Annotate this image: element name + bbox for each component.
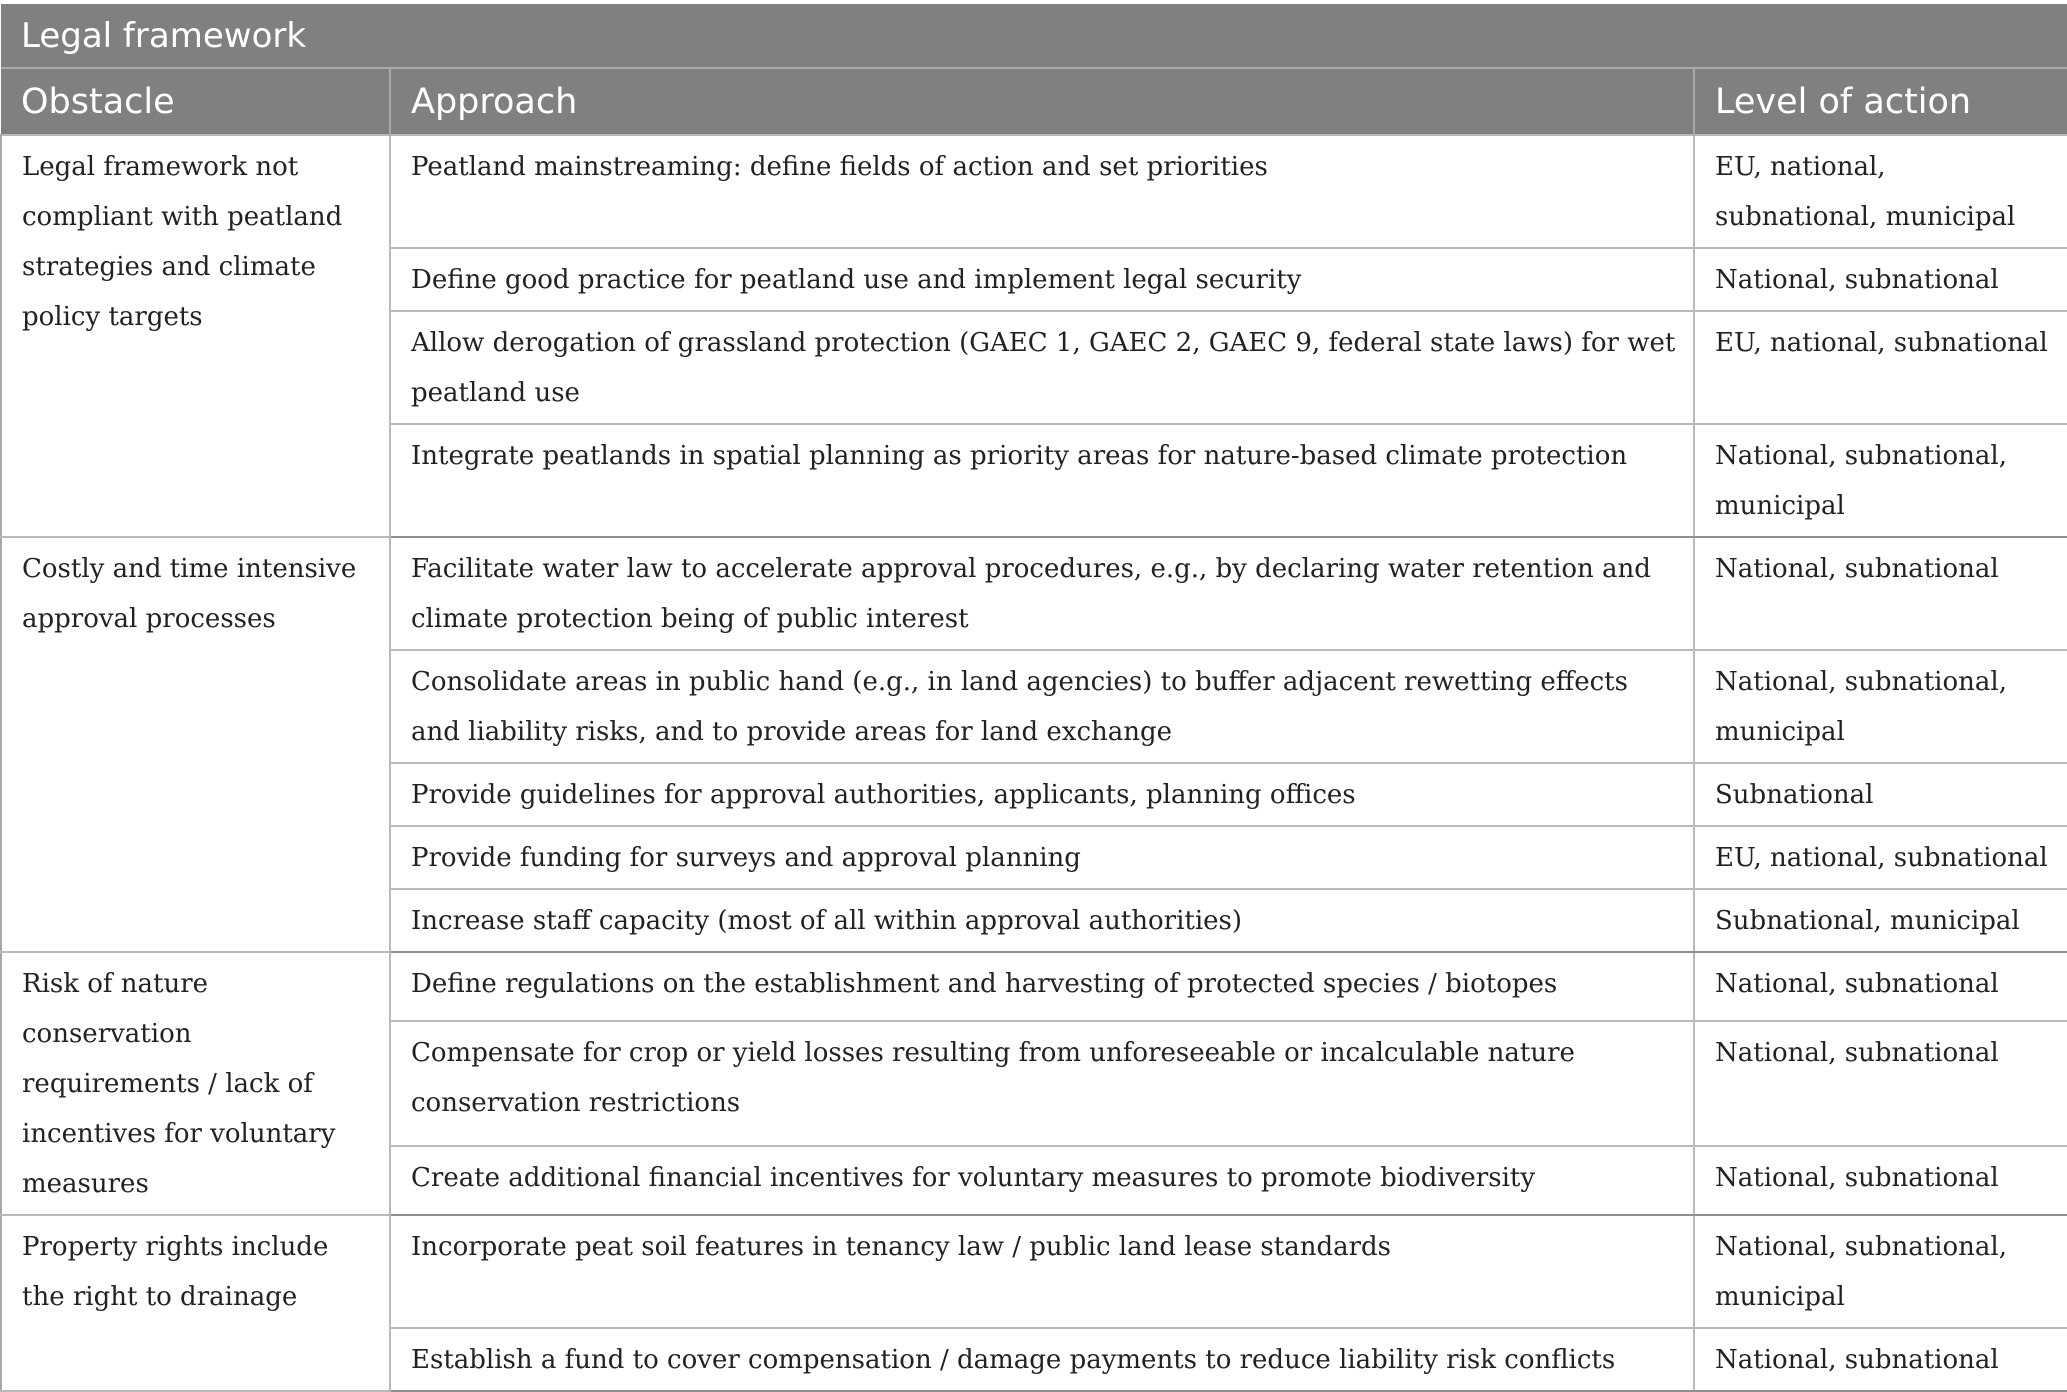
approach-cell: Define good practice for peatland use and implement legal security	[390, 248, 1694, 311]
level-cell: Subnational	[1694, 763, 2067, 826]
level-cell: National, subnational, municipal	[1694, 1215, 2067, 1328]
level-cell: EU, national, subnational	[1694, 311, 2067, 424]
approach-cell: Integrate peatlands in spatial planning as priority areas for nature-based climate protection	[390, 424, 1694, 537]
level-cell: National, subnational	[1694, 1146, 2067, 1215]
legal-framework-table	[0, 4, 2067, 1392]
obstacle-cell: Risk of nature conservation requirements / lack of incentives for voluntary measures	[1, 952, 390, 1215]
level-cell: EU, national, subnational, municipal	[1694, 135, 2067, 248]
table-row	[1, 952, 2067, 1021]
level-cell: National, subnational, municipal	[1694, 424, 2067, 537]
table-title: Legal framework	[1, 4, 2067, 68]
approach-cell: Consolidate areas in public hand (e.g., in land agencies) to buffer adjacent rewetting effects and liability risks, and to provide areas for land exchange	[390, 650, 1694, 763]
obstacle-cell: Property rights include the right to drainage	[1, 1215, 390, 1391]
column-header-approach: Approach	[390, 68, 1694, 135]
level-cell: National, subnational	[1694, 248, 2067, 311]
column-header-obstacle: Obstacle	[1, 68, 390, 135]
approach-cell: Create additional financial incentives for voluntary measures to promote biodiversity	[390, 1146, 1694, 1215]
level-cell: National, subnational	[1694, 537, 2067, 650]
obstacle-cell: Legal framework not compliant with peatland strategies and climate policy targets	[1, 135, 390, 537]
level-cell: National, subnational	[1694, 1328, 2067, 1391]
approach-cell: Establish a fund to cover compensation / damage payments to reduce liability risk conflicts	[390, 1328, 1694, 1391]
level-cell: EU, national, subnational	[1694, 826, 2067, 889]
approach-cell: Increase staff capacity (most of all within approval authorities)	[390, 889, 1694, 952]
table-row	[1, 537, 2067, 650]
table-body	[1, 135, 2067, 1391]
level-cell: Subnational, municipal	[1694, 889, 2067, 952]
approach-cell: Facilitate water law to accelerate approval procedures, e.g., by declaring water retention and climate protection being of public interest	[390, 537, 1694, 650]
approach-cell: Provide funding for surveys and approval planning	[390, 826, 1694, 889]
column-header-level: Level of action	[1694, 68, 2067, 135]
approach-cell: Peatland mainstreaming: define fields of action and set priorities	[390, 135, 1694, 248]
approach-cell: Allow derogation of grassland protection (GAEC 1, GAEC 2, GAEC 9, federal state laws) for wet peatland use	[390, 311, 1694, 424]
approach-cell: Define regulations on the establishment and harvesting of protected species / biotopes	[390, 952, 1694, 1021]
table-row	[1, 1215, 2067, 1328]
legal-framework-table-container	[0, 4, 2067, 1392]
approach-cell: Compensate for crop or yield losses resulting from unforeseeable or incalculable nature conservation restrictions	[390, 1021, 1694, 1145]
approach-cell: Provide guidelines for approval authorities, applicants, planning offices	[390, 763, 1694, 826]
table-row	[1, 135, 2067, 248]
table-title-row	[1, 4, 2067, 68]
obstacle-cell: Costly and time intensive approval processes	[1, 537, 390, 952]
level-cell: National, subnational, municipal	[1694, 650, 2067, 763]
level-cell: National, subnational	[1694, 1021, 2067, 1145]
approach-cell: Incorporate peat soil features in tenancy law / public land lease standards	[390, 1215, 1694, 1328]
table-header-row	[1, 68, 2067, 135]
level-cell: National, subnational	[1694, 952, 2067, 1021]
